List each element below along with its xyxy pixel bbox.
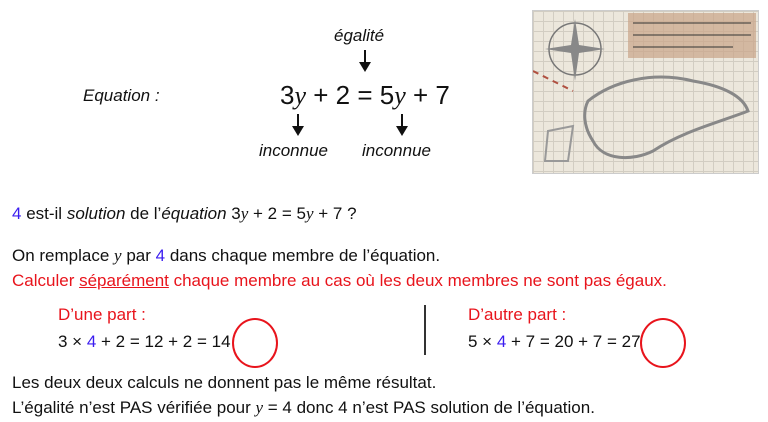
text: 5 × (468, 332, 497, 351)
right-result: 27 (621, 332, 641, 351)
equation (280, 80, 450, 111)
text: par (121, 246, 156, 265)
variable: y (255, 398, 264, 417)
right-title: D’autre part : (468, 305, 567, 324)
right-calculation (468, 332, 641, 352)
variable: y (114, 246, 122, 265)
conclusion-line-2 (12, 398, 595, 418)
text: + 2 = 5 (248, 204, 306, 223)
conclusion-line-1: Les deux deux calculs ne donnent pas le même résultat. (12, 373, 437, 392)
instruction-line (12, 246, 440, 266)
arrow-down-icon (401, 114, 403, 128)
text: 3 (226, 204, 241, 223)
arrow-down-icon (364, 50, 366, 64)
underlined-text: séparément (79, 271, 169, 290)
text: On remplace (12, 246, 115, 265)
text: + 2 = 12 + 2 = (96, 332, 212, 351)
question-line (12, 204, 357, 224)
text: + 7 ? (313, 204, 357, 223)
text: équation (161, 204, 227, 223)
variable: y (305, 204, 314, 223)
text: 3 × (58, 332, 87, 351)
text: + 7 = 20 + 7 = (506, 332, 622, 351)
unknown-label: inconnue (362, 141, 432, 160)
treasure-map-image (532, 10, 759, 174)
text: L’égalité n’est PAS vérifiée pour (12, 398, 256, 417)
result-circle (232, 318, 278, 368)
arrow-down-icon (297, 114, 299, 128)
warning-line (12, 271, 667, 291)
divider (424, 305, 426, 355)
text: + 2 = 5 (306, 80, 395, 110)
text: de l’ (125, 204, 162, 223)
equality-label: égalité (334, 26, 385, 45)
variable: y (294, 81, 307, 110)
text: = 4 donc 4 n’est PAS solution de l’équation. (263, 398, 595, 417)
text: 3 (280, 80, 295, 110)
text: dans chaque membre de l’équation. (165, 246, 441, 265)
tested-value: 4 (155, 246, 166, 265)
tested-value: 4 (12, 204, 22, 223)
result-circle (640, 318, 686, 368)
equation-label: Equation : (83, 86, 160, 105)
text: + 7 (405, 80, 450, 110)
left-result: 14 (211, 332, 231, 351)
text: Calculer (12, 271, 80, 290)
text: est-il (21, 204, 67, 223)
unknown-label: inconnue (259, 141, 329, 160)
text: solution (66, 204, 126, 223)
text: chaque membre au cas où les deux membres ne sont pas égaux. (168, 271, 667, 290)
tested-value: 4 (86, 332, 97, 351)
tested-value: 4 (496, 332, 507, 351)
variable: y (240, 204, 249, 223)
left-title: D’une part : (58, 305, 146, 324)
left-calculation (58, 332, 231, 352)
variable: y (394, 81, 406, 110)
map-drawing (533, 11, 758, 173)
